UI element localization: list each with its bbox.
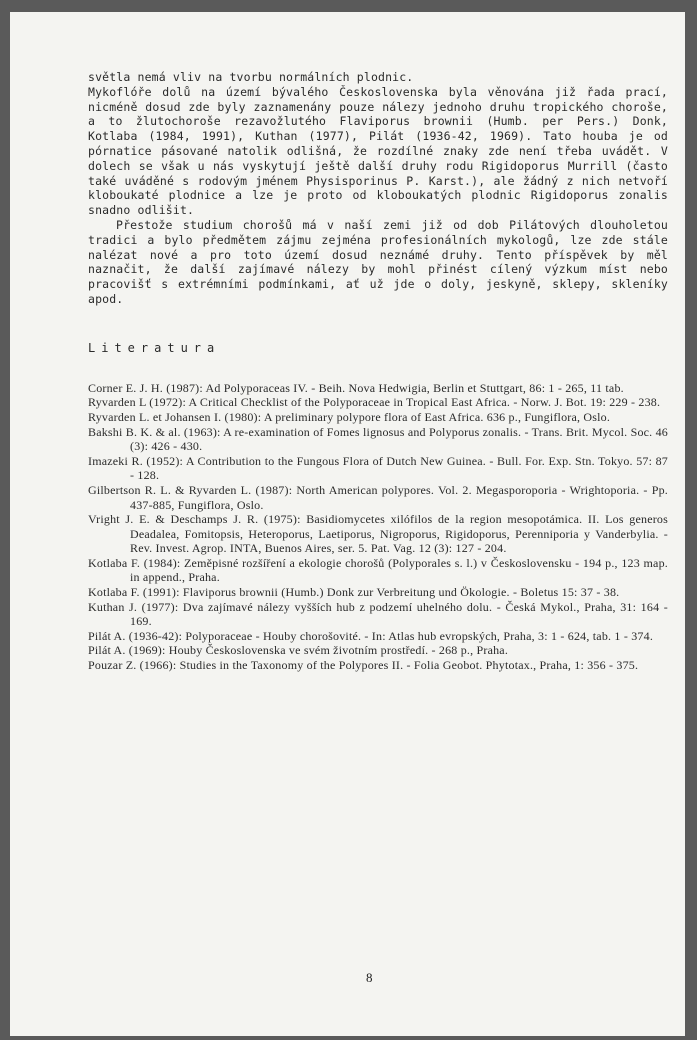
reference-item: Kotlaba F. (1984): Zeměpisné rozšíření a ekologie chorošů (Polyporales s. l.) v Československu - 194 p., 123 map. in append., Praha.	[88, 555, 668, 585]
reference-item: Vright J. E. & Deschamps J. R. (1975): Basidiomycetes xilófilos de la region mesopotámica. II. Los generos Deadalea, Fomitopsis, Heteroporus, Laetiporus, Nigroporus, Rigidoporus, Perenniporia y Vanderbylia. - Rev. Invest. Agrop. INTA, Buenos Aires, ser. 5. Pat. Vag. 12 (3): 127 - 204.	[88, 512, 668, 556]
reference-item: Pouzar Z. (1966): Studies in the Taxonomy of the Polypores II. - Folia Geobot. Phytotax., Praha, 1: 356 - 375.	[88, 658, 639, 673]
reference-item: Ryvarden L (1972): A Critical Checklist of the Polyporaceae in Tropical East Africa. - Norw. J. Bot. 19: 229 - 238.	[88, 395, 661, 410]
reference-item: Bakshi B. K. & al. (1963): A re-examination of Fomes lignosus and Polyporus zonalis. - Trans. Brit. Mycol. Soc. 46 (3): 426 - 430.	[88, 424, 668, 454]
reference-item: Pilát A. (1969): Houby Československa ve svém životním prostředí. - 268 p., Praha.	[88, 643, 509, 658]
reference-item: Kuthan J. (1977): Dva zajímavé nálezy vyšších hub z podzemí uhelného dolu. - Česká Mykol., Praha, 31: 164 - 169.	[88, 599, 668, 629]
references-list	[88, 381, 668, 673]
section-title-literatura: Literatura	[88, 340, 221, 355]
document-page	[10, 12, 685, 1036]
reference-item: Gilbertson R. L. & Ryvarden L. (1987): North American polypores. Vol. 2. Megasporoporia - Wrightoporia. - Pp. 437-885, Fungiflora, Oslo.	[88, 482, 668, 512]
reference-item: Corner E. J. H. (1987): Ad Polyporaceas IV. - Beih. Nova Hedwigia, Berlin et Stuttgart, 86: 1 - 265, 11 tab.	[88, 380, 624, 395]
reference-item: Kotlaba F. (1991): Flaviporus brownii (Humb.) Donk zur Verbreitung und Ökologie. - Boletus 15: 37 - 38.	[88, 585, 620, 600]
paragraph-1: světla nemá vliv na tvorbu normálních plodnic.	[88, 70, 414, 84]
paragraph-2: Mykoflóře dolů na území bývalého Československa byla věnována již řada prací, nicméně dosud zde byly zaznamenány pouze nálezy jednoho druhu tropického choroše, a to žlutochoroše rezavožlutého Flaviporus brownii (Humb. per Pers.) Donk, Kotlaba (1984, 1991), Kuthan (1977), Pilát (1936-42, 1969). Tato houba je od pórnatice pásované natolik odlišná, že rozdílné znaky zde není třeba uvádět. V dolech se však u nás vyskytují ještě další druhy rodu Rigidoporus Murrill (často také uváděné s rodovým jménem Physisporinus P. Karst.), ale žádný z nich netvoří kloboukaté plodnice a lze je proto od kloboukatých plodnic Rigidoporus zonalis snadno odlišit.	[88, 84, 668, 218]
page-content	[88, 70, 668, 673]
paragraph-3: Přestože studium chorošů má v naší zemi již od dob Pilátových dlouholetou tradici a bylo předmětem zájmu zejména profesionálních mykologů, lze zde stále nalézat nové a pro toto území dosud neznámé druhy. Tento příspěvek by měl naznačit, že další zajímavé nálezy by mohl přinést cílený výzkum míst nebo pracovišť s extrémními podmínkami, ať už jde o doly, jeskyně, sklepy, skleníky apod.	[88, 217, 668, 306]
reference-item: Ryvarden L. et Johansen I. (1980): A preliminary polypore flora of East Africa. 636 p., Fungiflora, Oslo.	[88, 409, 611, 424]
reference-item: Pilát A. (1936-42): Polyporaceae - Houby chorošovité. - In: Atlas hub evropských, Praha, 3: 1 - 624, tab. 1 - 374.	[88, 628, 654, 643]
page-number: 8	[366, 970, 373, 985]
reference-item: Imazeki R. (1952): A Contribution to the Fungous Flora of Dutch New Guinea. - Bull. For. Exp. Stn. Tokyo. 57: 87 - 128.	[88, 453, 668, 483]
